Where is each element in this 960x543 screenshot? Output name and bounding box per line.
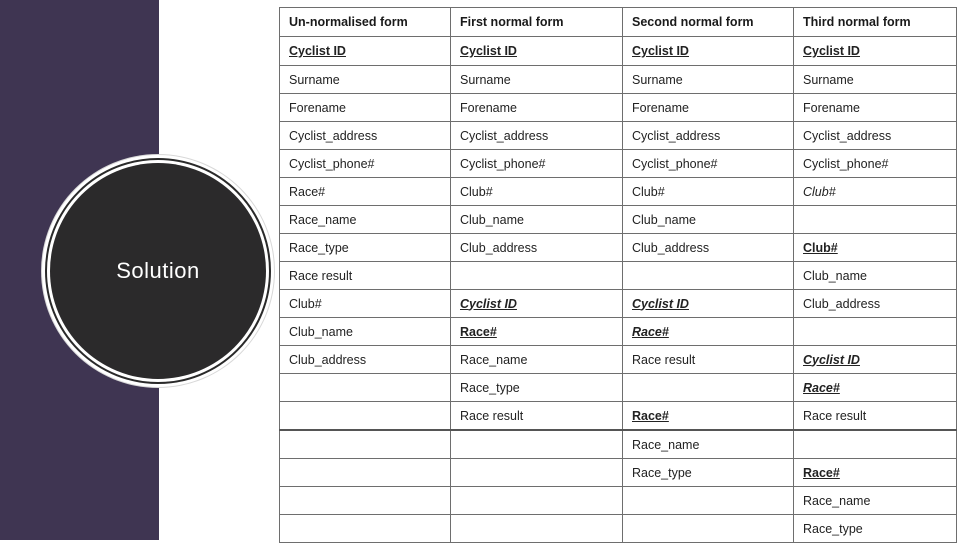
table-cell-unnormalised bbox=[280, 430, 451, 459]
table-row bbox=[280, 374, 957, 402]
table-cell-first-normal: Cyclist ID bbox=[451, 37, 623, 66]
table-cell-first-normal bbox=[451, 262, 623, 290]
table-cell-unnormalised: Cyclist_address bbox=[280, 122, 451, 150]
table-cell-unnormalised: Race_name bbox=[280, 206, 451, 234]
table-cell-first-normal: Cyclist_address bbox=[451, 122, 623, 150]
table-row bbox=[280, 94, 957, 122]
table-row bbox=[280, 459, 957, 487]
table-cell-first-normal: Forename bbox=[451, 94, 623, 122]
table-cell-third-normal bbox=[794, 430, 957, 459]
table-cell-second-normal: Club_name bbox=[623, 206, 794, 234]
table-row bbox=[280, 290, 957, 318]
table-cell-unnormalised: Forename bbox=[280, 94, 451, 122]
table-cell-third-normal: Race_type bbox=[794, 515, 957, 543]
table-cell-second-normal: Cyclist ID bbox=[623, 37, 794, 66]
table-cell-third-normal bbox=[794, 206, 957, 234]
table-cell-third-normal: Surname bbox=[794, 66, 957, 94]
table-cell-first-normal: Surname bbox=[451, 66, 623, 94]
table-cell-second-normal bbox=[623, 262, 794, 290]
table-cell-first-normal: Club# bbox=[451, 178, 623, 206]
table-cell-third-normal: Race_name bbox=[794, 487, 957, 515]
table-cell-unnormalised: Cyclist_phone# bbox=[280, 150, 451, 178]
normalisation-table-container bbox=[279, 7, 956, 538]
table-cell-first-normal bbox=[451, 430, 623, 459]
table-cell-unnormalised: Club# bbox=[280, 290, 451, 318]
table-cell-third-normal: Cyclist_phone# bbox=[794, 150, 957, 178]
table-body bbox=[280, 37, 957, 543]
table-cell-second-normal: Race# bbox=[623, 318, 794, 346]
table-cell-first-normal: Club_name bbox=[451, 206, 623, 234]
table-cell-first-normal bbox=[451, 487, 623, 515]
table-cell-second-normal: Cyclist ID bbox=[623, 290, 794, 318]
table-row bbox=[280, 66, 957, 94]
table-cell-second-normal: Cyclist_phone# bbox=[623, 150, 794, 178]
table-cell-third-normal: Forename bbox=[794, 94, 957, 122]
table-row bbox=[280, 346, 957, 374]
table-cell-unnormalised: Cyclist ID bbox=[280, 37, 451, 66]
table-row bbox=[280, 318, 957, 346]
table-cell-second-normal bbox=[623, 374, 794, 402]
table-cell-third-normal: Club# bbox=[794, 234, 957, 262]
table-cell-third-normal: Club_address bbox=[794, 290, 957, 318]
table-cell-unnormalised bbox=[280, 487, 451, 515]
table-cell-second-normal: Race_type bbox=[623, 459, 794, 487]
table-cell-unnormalised: Race result bbox=[280, 262, 451, 290]
column-header-first-normal: First normal form bbox=[451, 8, 623, 37]
table-cell-second-normal: Race# bbox=[623, 402, 794, 431]
table-cell-second-normal: Race result bbox=[623, 346, 794, 374]
table-cell-second-normal: Forename bbox=[623, 94, 794, 122]
table-cell-third-normal: Cyclist ID bbox=[794, 346, 957, 374]
table-cell-third-normal bbox=[794, 318, 957, 346]
table-row bbox=[280, 402, 957, 431]
column-header-unnormalised: Un-normalised form bbox=[280, 8, 451, 37]
table-cell-second-normal bbox=[623, 487, 794, 515]
table-row bbox=[280, 515, 957, 543]
table-cell-first-normal: Cyclist_phone# bbox=[451, 150, 623, 178]
table-cell-second-normal: Race_name bbox=[623, 430, 794, 459]
table-cell-first-normal: Race_type bbox=[451, 374, 623, 402]
table-cell-unnormalised bbox=[280, 515, 451, 543]
table-cell-first-normal bbox=[451, 459, 623, 487]
table-cell-third-normal: Cyclist_address bbox=[794, 122, 957, 150]
table-cell-second-normal: Surname bbox=[623, 66, 794, 94]
table-cell-first-normal: Race# bbox=[451, 318, 623, 346]
table-cell-second-normal: Club# bbox=[623, 178, 794, 206]
table-cell-third-normal: Race# bbox=[794, 459, 957, 487]
table-cell-third-normal: Race result bbox=[794, 402, 957, 431]
table-row bbox=[280, 122, 957, 150]
table-cell-second-normal: Cyclist_address bbox=[623, 122, 794, 150]
table-cell-first-normal bbox=[451, 515, 623, 543]
table-row bbox=[280, 37, 957, 66]
table-cell-third-normal: Cyclist ID bbox=[794, 37, 957, 66]
table-cell-unnormalised: Race_type bbox=[280, 234, 451, 262]
table-header-row bbox=[280, 8, 957, 37]
column-header-third-normal: Third normal form bbox=[794, 8, 957, 37]
table-row bbox=[280, 150, 957, 178]
table-cell-unnormalised bbox=[280, 374, 451, 402]
table-cell-second-normal bbox=[623, 515, 794, 543]
table-cell-unnormalised bbox=[280, 402, 451, 431]
table-cell-unnormalised: Race# bbox=[280, 178, 451, 206]
table-cell-third-normal: Club_name bbox=[794, 262, 957, 290]
table-cell-unnormalised: Club_name bbox=[280, 318, 451, 346]
table-cell-first-normal: Cyclist ID bbox=[451, 290, 623, 318]
table-cell-first-normal: Club_address bbox=[451, 234, 623, 262]
normalisation-table bbox=[279, 7, 957, 543]
table-cell-third-normal: Race# bbox=[794, 374, 957, 402]
table-row bbox=[280, 178, 957, 206]
table-cell-unnormalised: Club_address bbox=[280, 346, 451, 374]
table-cell-unnormalised bbox=[280, 459, 451, 487]
table-row bbox=[280, 206, 957, 234]
table-row bbox=[280, 234, 957, 262]
table-cell-third-normal: Club# bbox=[794, 178, 957, 206]
table-cell-second-normal: Club_address bbox=[623, 234, 794, 262]
table-row bbox=[280, 487, 957, 515]
table-cell-first-normal: Race result bbox=[451, 402, 623, 431]
table-row bbox=[280, 430, 957, 459]
column-header-second-normal: Second normal form bbox=[623, 8, 794, 37]
table-cell-first-normal: Race_name bbox=[451, 346, 623, 374]
table-cell-unnormalised: Surname bbox=[280, 66, 451, 94]
slide-title: Solution bbox=[116, 258, 200, 283]
table-row bbox=[280, 262, 957, 290]
